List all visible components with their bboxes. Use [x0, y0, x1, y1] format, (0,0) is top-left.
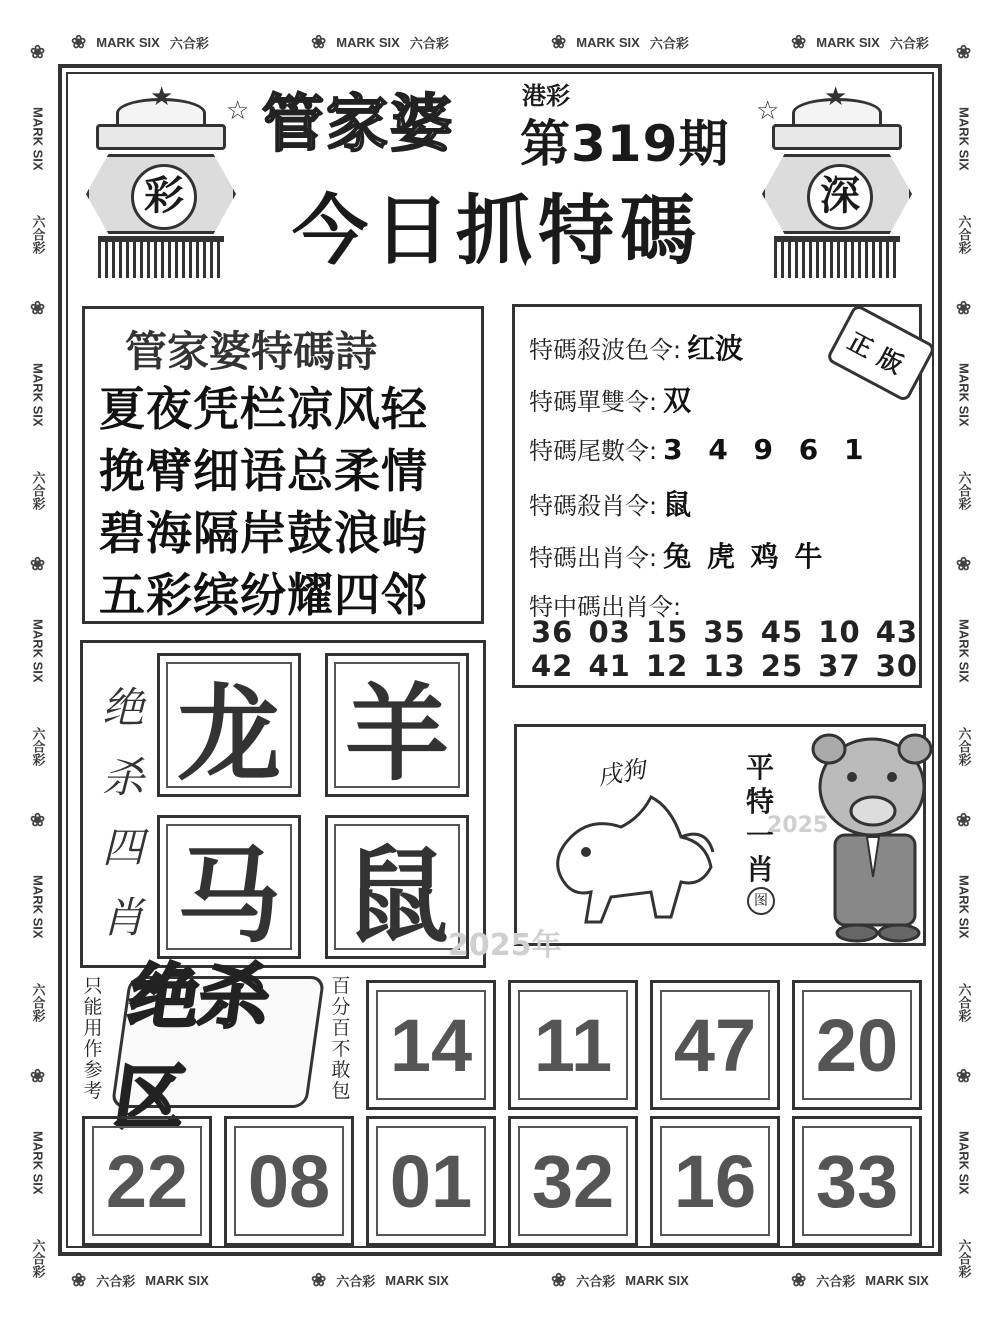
border-unit-text: MARK SIX — [956, 363, 972, 427]
border-unit-text: MARK SIX — [956, 619, 972, 683]
flower-icon: ❀ — [71, 31, 87, 52]
star-icon: ☆ — [226, 96, 250, 126]
info-label: 特碼單雙令: — [529, 388, 658, 416]
flower-icon: ❀ — [791, 31, 807, 52]
border-logo-text: 六合彩 — [30, 1238, 46, 1278]
border-logo-text: 六合彩 — [576, 1273, 616, 1289]
border-unit-text: MARK SIX — [956, 875, 972, 939]
poem-line: 五彩缤纷耀四邻 — [99, 568, 428, 622]
numbers-row: 36 03 15 35 45 10 43 — [531, 615, 919, 649]
top-border-strip — [20, 30, 980, 54]
border-logo-text: 六合彩 — [816, 1273, 856, 1289]
border-logo-text: 六合彩 — [30, 214, 46, 254]
border-logo-text: 六合彩 — [956, 470, 972, 510]
star-icon: ☆ — [756, 96, 780, 126]
flower-icon: ❀ — [954, 554, 974, 576]
border-unit-text: MARK SIX — [385, 1272, 449, 1288]
border-unit-text: MARK SIX — [30, 1131, 46, 1195]
info-value: 双 — [663, 384, 692, 417]
right-lantern-glyph: 深 — [807, 164, 873, 230]
right-lantern — [762, 84, 912, 284]
border-logo-text: 六合彩 — [30, 982, 46, 1022]
issue-number: 第319期 — [520, 115, 730, 173]
border-unit-text: MARK SIX — [96, 34, 160, 50]
circle-mark: 图 — [747, 887, 775, 915]
border-unit-text: MARK SIX — [956, 1131, 972, 1195]
page-subtitle: 港彩 — [522, 82, 570, 110]
animal-cell: 马 — [157, 815, 301, 959]
watermark-year: 2025年 — [448, 928, 562, 963]
poem-box — [82, 306, 484, 624]
info-row — [529, 327, 743, 367]
info-row — [529, 535, 822, 575]
flower-icon: ❀ — [954, 1066, 974, 1087]
info-row — [529, 483, 691, 523]
right-note: 百分百不敢包 — [331, 975, 351, 1102]
flower-icon: ❀ — [28, 42, 48, 64]
side-text: 平特一肖 — [745, 751, 774, 886]
border-unit-text: MARK SIX — [625, 1272, 689, 1288]
flower-icon: ❀ — [28, 1066, 48, 1087]
border-unit-text: MARK SIX — [30, 619, 46, 683]
flower-icon: ❀ — [311, 1269, 327, 1290]
number-cell: 14 — [366, 980, 496, 1110]
animal-cell: 羊 — [325, 653, 469, 797]
number-cell: 22 — [82, 1116, 212, 1246]
bottom-border-strip — [20, 1268, 980, 1292]
number-cell: 11 — [508, 980, 638, 1110]
numbers-label: 特中碼出肖令: — [529, 593, 682, 621]
border-unit-text: MARK SIX — [956, 107, 972, 171]
info-label: 特碼殺肖令: — [529, 492, 658, 520]
border-logo-text: 六合彩 — [96, 1273, 136, 1289]
flower-icon: ❀ — [551, 1269, 567, 1290]
info-value: 鼠 — [663, 488, 692, 521]
flower-icon: ❀ — [954, 298, 974, 320]
border-logo-text: 六合彩 — [956, 214, 972, 254]
flower-icon: ❀ — [954, 42, 974, 64]
poem-line: 碧海隔岸鼓浪屿 — [99, 506, 428, 560]
number-cell: 01 — [366, 1116, 496, 1246]
flower-icon: ❀ — [954, 810, 974, 832]
four-animals-box — [80, 640, 486, 968]
border-unit-text: MARK SIX — [145, 1272, 209, 1288]
info-label: 特碼殺波色令: — [529, 336, 682, 364]
border-logo-text: 六合彩 — [956, 1238, 972, 1278]
genuine-stamp: 正版 — [825, 303, 936, 403]
animal-cell: 龙 — [157, 653, 301, 797]
border-logo-text: 六合彩 — [336, 1273, 376, 1289]
border-unit-text: MARK SIX — [865, 1272, 929, 1288]
left-lantern-glyph: 彩 — [131, 164, 197, 230]
number-cell: 16 — [650, 1116, 780, 1246]
border-logo-text: 六合彩 — [956, 726, 972, 766]
number-cell: 08 — [224, 1116, 354, 1246]
poem-title: 管家婆特碼詩 — [125, 327, 378, 376]
four-animals-note: 绝杀四肖 — [101, 683, 144, 942]
border-logo-text: 六合彩 — [30, 470, 46, 510]
info-value: 红波 — [687, 332, 744, 365]
right-border-strip — [952, 20, 976, 1300]
flower-icon: ❀ — [28, 810, 48, 832]
info-row — [529, 431, 868, 466]
info-box — [512, 304, 922, 688]
border-unit-text: MARK SIX — [30, 107, 46, 171]
border-logo-text: 六合彩 — [956, 982, 972, 1022]
cartoon-box — [514, 724, 926, 946]
flower-icon: ❀ — [28, 554, 48, 576]
poem-line: 挽臂细语总柔情 — [99, 444, 428, 498]
border-logo-text: 六合彩 — [30, 726, 46, 766]
left-lantern — [86, 84, 236, 284]
flower-icon: ❀ — [311, 31, 327, 52]
info-value: 兔 虎 鸡 牛 — [663, 540, 823, 573]
poem-line: 夏夜凭栏凉风轻 — [99, 382, 428, 436]
star-icon: ★ — [824, 82, 848, 112]
info-row — [529, 379, 691, 419]
info-label: 特碼尾數令: — [529, 437, 658, 465]
page-title: 管家婆 — [262, 87, 455, 160]
number-cell: 47 — [650, 980, 780, 1110]
left-border-strip — [26, 20, 50, 1300]
border-unit-text: MARK SIX — [30, 875, 46, 939]
border-logo-text: 六合彩 — [169, 35, 209, 51]
watermark: 2025 — [767, 813, 829, 838]
number-cell: 20 — [792, 980, 922, 1110]
info-value: 3 4 9 6 1 — [663, 433, 868, 466]
border-logo-text: 六合彩 — [409, 35, 449, 51]
border-unit-text: MARK SIX — [576, 34, 640, 50]
star-icon: ★ — [150, 82, 174, 112]
flower-icon: ❀ — [791, 1269, 807, 1290]
dog-caption: 戌狗 — [595, 755, 648, 791]
animal-cell: 鼠 — [325, 815, 469, 959]
info-label: 特碼出肖令: — [529, 544, 658, 572]
border-logo-text: 六合彩 — [649, 35, 689, 51]
headline: 今日抓特碼 — [292, 186, 702, 275]
numbers-row: 42 41 12 13 25 37 30 — [531, 649, 919, 683]
border-unit-text: MARK SIX — [336, 34, 400, 50]
flower-icon: ❀ — [28, 298, 48, 320]
border-logo-text: 六合彩 — [889, 35, 929, 51]
left-note: 只能用作参考 — [83, 975, 103, 1102]
number-cell: 33 — [792, 1116, 922, 1246]
flower-icon: ❀ — [551, 31, 567, 52]
flower-icon: ❀ — [71, 1269, 87, 1290]
number-cell: 32 — [508, 1116, 638, 1246]
border-unit-text: MARK SIX — [30, 363, 46, 427]
border-unit-text: MARK SIX — [816, 34, 880, 50]
kill-zone-title: 绝杀区 — [111, 976, 326, 1108]
